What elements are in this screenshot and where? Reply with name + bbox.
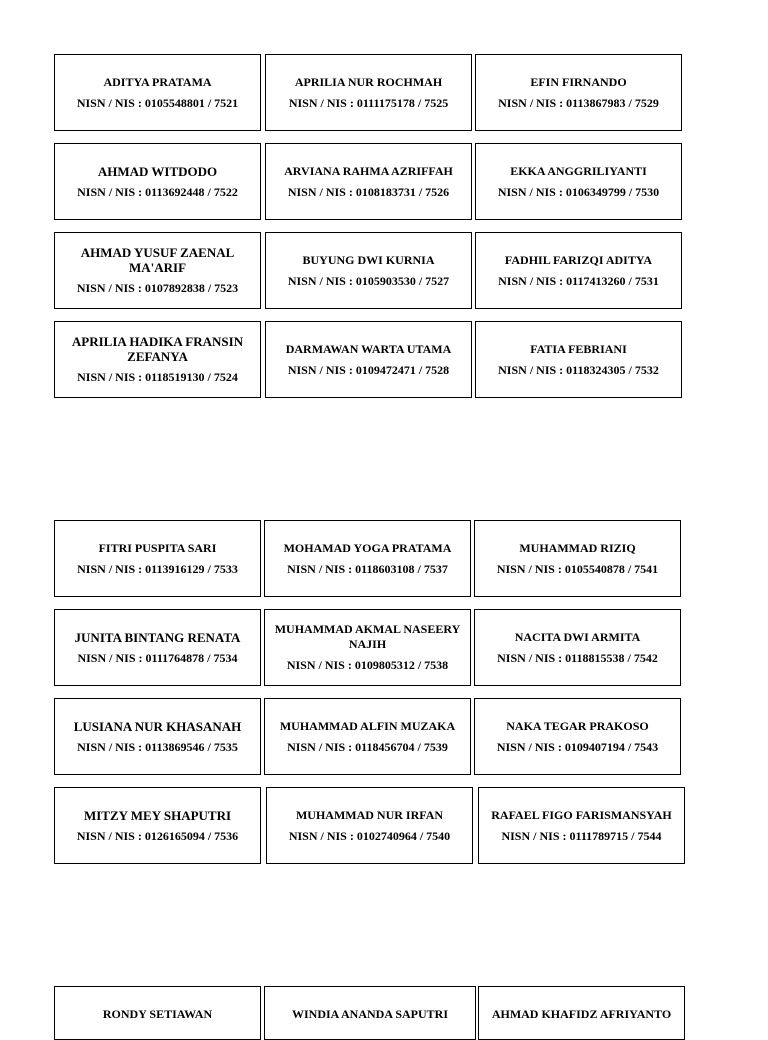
nisn-nis-label: NISN / NIS : [77,184,146,199]
student-name: MUHAMMAD ALFIN MUZAKA [279,718,456,733]
student-name: AHMAD KHAFIDZ AFRIYANTO [491,1007,672,1021]
student-nisn-nis: NISN / NIS : 0102740964 / 7540 [288,828,451,843]
nisn-value: 0118815538 [565,650,625,665]
nisn-nis-label: NISN / NIS : [497,650,566,665]
student-nisn-nis: NISN / NIS : 0109407194 / 7543 [496,739,659,754]
student-label-card [478,986,685,1040]
student-nisn-nis: NISN / NIS : 0109805312 / 7538 [286,658,449,672]
student-nisn-nis: NISN / NIS : 0118519130 / 7524 [77,370,238,384]
student-name: ADITYA PRATAMA [103,74,212,89]
student-label-card [475,54,682,131]
student-name: FADHIL FARIZQI ADITYA [504,252,653,267]
nisn-value: 0113916129 [145,561,205,576]
nisn-value: 0113692448 [145,184,205,199]
nisn-value: 0105540878 [564,561,625,576]
student-name: MOHAMAD YOGA PRATAMA [283,540,452,555]
student-label-card [54,321,261,398]
nis-value: 7523 [214,281,239,295]
nisn-value: 0111764878 [145,650,205,665]
student-nisn-nis: NISN / NIS : 0126165094 / 7536 [76,828,239,843]
nis-value: 7534 [213,650,238,665]
nis-value: 7530 [635,184,660,199]
student-name: EFIN FIRNANDO [530,74,627,89]
student-label-card [264,520,471,597]
nis-value: 7544 [637,828,662,843]
nisn-nis-label: NISN / NIS : [287,739,356,754]
nis-value: 7541 [634,561,659,576]
student-label-card [475,143,682,220]
student-label-card [54,143,261,220]
student-name: WINDIA ANANDA SAPUTRI [291,1007,449,1021]
student-name: JUNITA BINTANG RENATA [74,629,241,645]
nis-value: 7543 [634,739,659,754]
nisn-value: 0108183731 [355,184,416,199]
nis-value: 7529 [634,95,659,110]
nis-value: 7537 [423,561,448,576]
nisn-nis-label: NISN / NIS : [498,362,567,377]
nis-value: 7525 [424,95,449,110]
student-name: LUSIANA NUR KHASANAH [73,718,242,734]
student-nisn-nis: NISN / NIS : 0118324305 / 7532 [498,362,659,377]
student-label-card [474,520,681,597]
nisn-value: 0113869546 [145,739,205,754]
student-name: RAFAEL FIGO FARISMANSYAH [491,807,672,822]
student-label-card [54,609,261,686]
student-nisn-nis: NISN / NIS : 0113867983 / 7529 [498,95,659,110]
nis-value: 7538 [424,658,449,672]
student-name: RONDY SETIAWAN [102,1007,213,1021]
nisn-nis-label: NISN / NIS : [287,273,356,288]
student-label-card [474,609,681,686]
nis-value: 7521 [214,95,239,110]
nis-value: 7524 [213,370,238,384]
student-name: ARVIANA RAHMA AZRIFFAH [284,163,453,178]
student-name: FITRI PUSPITA SARI [98,540,217,555]
nisn-nis-label: NISN / NIS : [496,561,565,576]
student-label-card [54,986,261,1040]
student-nisn-nis: NISN / NIS : 0111764878 / 7534 [77,650,238,665]
student-nisn-nis: NISN / NIS : 0107892838 / 7523 [76,281,239,295]
nisn-nis-label: NISN / NIS : [76,95,145,110]
nis-value: 7535 [213,739,238,754]
student-nisn-nis: NISN / NIS : 0118456704 / 7539 [287,739,448,754]
student-nisn-nis: NISN / NIS : 0111175178 / 7525 [288,95,449,110]
student-name: MUHAMMAD AKMAL NASEERY NAJIH [274,622,461,651]
nisn-nis-label: NISN / NIS : [77,561,146,576]
nisn-value: 0126165094 [144,828,205,843]
nis-value: 7531 [634,273,659,288]
nisn-nis-label: NISN / NIS : [77,650,146,665]
nisn-nis-label: NISN / NIS : [496,739,565,754]
student-name: NACITA DWI ARMITA [514,629,641,644]
nis-value: 7540 [426,828,451,843]
student-nisn-nis: NISN / NIS : 0106349799 / 7530 [497,184,660,199]
nisn-nis-label: NISN / NIS : [287,561,356,576]
student-nisn-nis: NISN / NIS : 0111789715 / 7544 [501,828,662,843]
nis-value: 7526 [425,184,450,199]
nisn-value: 0118519130 [145,370,205,384]
nisn-nis-label: NISN / NIS : [76,281,145,295]
student-label-card [265,143,472,220]
nisn-value: 0111175178 [356,95,415,110]
nisn-value: 0109805312 [354,658,415,672]
student-label-card [264,698,471,775]
nisn-value: 0111789715 [569,828,629,843]
nisn-nis-label: NISN / NIS : [76,828,145,843]
student-name: FATIA FEBRIANI [530,341,627,356]
student-label-card [475,321,682,398]
nisn-value: 0109472471 [355,362,416,377]
student-name: APRILIA HADIKA FRANSIN ZEFANYA [71,334,244,364]
student-name: MITZY MEY SHAPUTRI [83,807,232,823]
nis-value: 7522 [213,184,238,199]
student-nisn-nis: NISN / NIS : 0108183731 / 7526 [287,184,450,199]
nisn-nis-label: NISN / NIS : [77,739,146,754]
student-nisn-nis: NISN / NIS : 0105903530 / 7527 [287,273,450,288]
student-nisn-nis: NISN / NIS : 0105540878 / 7541 [496,561,659,576]
student-label-card [474,698,681,775]
student-name: EKKA ANGGRILIYANTI [510,163,647,178]
student-nisn-nis: NISN / NIS : 0118815538 / 7542 [497,650,658,665]
nis-value: 7536 [214,828,239,843]
nisn-nis-label: NISN / NIS : [497,184,566,199]
nisn-value: 0105548801 [144,95,205,110]
nisn-nis-label: NISN / NIS : [286,658,355,672]
student-nisn-nis: NISN / NIS : 0113916129 / 7533 [77,561,238,576]
nis-value: 7533 [213,561,238,576]
student-label-card [264,986,476,1040]
nisn-value: 0118456704 [355,739,415,754]
student-name: DARMAWAN WARTA UTAMA [285,341,452,356]
student-label-card [54,54,261,131]
student-label-card [54,520,261,597]
nis-value: 7532 [634,362,659,377]
student-name: NAKA TEGAR PRAKOSO [506,718,649,733]
nisn-nis-label: NISN / NIS : [287,184,356,199]
nisn-nis-label: NISN / NIS : [498,95,567,110]
nisn-value: 0105903530 [355,273,416,288]
student-name: AHMAD WITDODO [97,163,218,179]
nisn-value: 0107892838 [144,281,205,295]
nisn-value: 0118324305 [566,362,626,377]
student-nisn-nis: NISN / NIS : 0113692448 / 7522 [77,184,238,199]
student-label-card [264,609,471,686]
student-name: MUHAMMAD RIZIQ [519,540,636,555]
nisn-value: 0109407194 [564,739,625,754]
nisn-value: 0118603108 [355,561,415,576]
student-label-card [265,321,472,398]
nisn-value: 0117413260 [566,273,626,288]
student-label-card [265,54,472,131]
student-name: AHMAD YUSUF ZAENAL MA'ARIF [80,245,235,275]
nisn-nis-label: NISN / NIS : [77,370,146,384]
nis-value: 7528 [425,362,450,377]
nisn-value: 0106349799 [565,184,626,199]
nisn-nis-label: NISN / NIS : [288,95,357,110]
student-name: BUYUNG DWI KURNIA [302,252,435,267]
student-nisn-nis: NISN / NIS : 0109472471 / 7528 [287,362,450,377]
student-nisn-nis: NISN / NIS : 0113869546 / 7535 [77,739,238,754]
student-nisn-nis: NISN / NIS : 0105548801 / 7521 [76,95,239,110]
student-label-card [54,232,261,309]
nisn-nis-label: NISN / NIS : [501,828,570,843]
nisn-nis-label: NISN / NIS : [288,828,357,843]
nis-value: 7542 [633,650,658,665]
nisn-nis-label: NISN / NIS : [498,273,567,288]
student-nisn-nis: NISN / NIS : 0118603108 / 7537 [287,561,448,576]
student-label-card [54,787,261,864]
student-label-card [265,232,472,309]
student-label-card [475,232,682,309]
nisn-value: 0113867983 [566,95,626,110]
nis-value: 7527 [425,273,450,288]
student-nisn-nis: NISN / NIS : 0117413260 / 7531 [498,273,659,288]
student-name: APRILIA NUR ROCHMAH [294,74,443,89]
student-label-card [266,787,473,864]
student-label-card [478,787,685,864]
nisn-nis-label: NISN / NIS : [287,362,356,377]
nisn-value: 0102740964 [356,828,417,843]
student-label-card [54,698,261,775]
nis-value: 7539 [423,739,448,754]
student-name: MUHAMMAD NUR IRFAN [295,807,444,822]
